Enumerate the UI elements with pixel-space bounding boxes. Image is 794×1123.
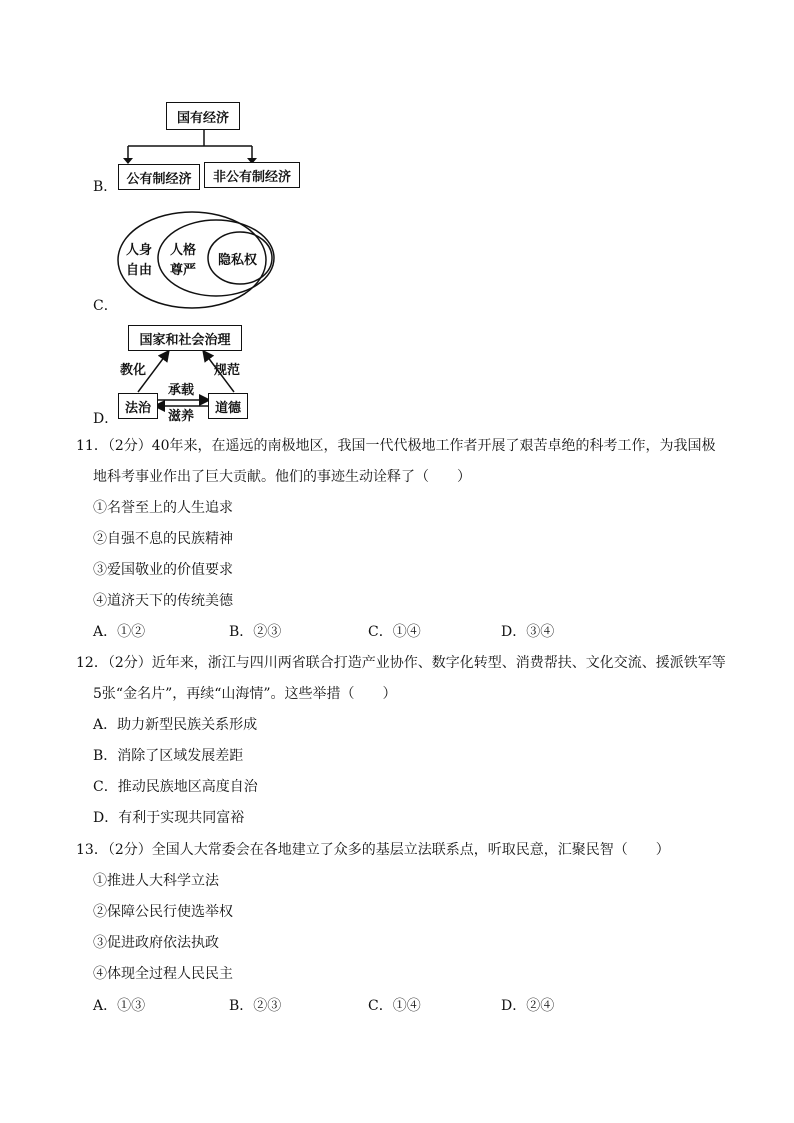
label-personal: 人身 xyxy=(126,243,153,258)
q12-option-c[interactable]: C．推动民族地区高度自治 xyxy=(93,779,258,795)
q11-choice-d[interactable]: D．③④ xyxy=(501,624,555,640)
q13-choice-b[interactable]: B．②③ xyxy=(229,998,282,1014)
q13-item-2: ②保障公民行使选举权 xyxy=(93,904,233,920)
option-c-letter: C． xyxy=(93,298,118,314)
box-non-public-ownership: 非公有制经济 xyxy=(204,162,300,188)
q12-option-d[interactable]: D．有利于实现共同富裕 xyxy=(93,810,245,826)
q13-choice-c[interactable]: C．①④ xyxy=(368,998,421,1014)
q12-option-b[interactable]: B．消除了区域发展差距 xyxy=(93,748,244,764)
q13-item-3: ③促进政府依法执政 xyxy=(93,935,219,951)
q13-item-1: ①推进人大科学立法 xyxy=(93,873,219,889)
q11-choice-a[interactable]: A．①② xyxy=(93,624,146,640)
box-state-economy: 国有经济 xyxy=(166,102,240,130)
q12-stem-line2: 5张“金名片”，再续“山海情”。这些举措（ ） xyxy=(93,686,397,702)
q13-choice-d[interactable]: D．②④ xyxy=(501,998,555,1014)
option-b-letter: B． xyxy=(93,179,118,195)
label-privacy: 隐私权 xyxy=(218,253,258,268)
box-governance: 国家和社会治理 xyxy=(128,325,242,351)
q13-item-4: ④体现全过程人民民主 xyxy=(93,966,233,982)
q13-stem-line1: 13．（2分）全国人大常委会在各地建立了众多的基层立法联系点，听取民意，汇聚民智（ ） xyxy=(76,842,670,858)
q12-stem-line1: 12．（2分）近年来，浙江与四川两省联合打造产业协作、数字化转型、消费帮扶、文化交流、援派铁军等 xyxy=(76,655,726,671)
box-morality: 道德 xyxy=(208,393,248,419)
label-dignity: 尊严 xyxy=(170,263,197,278)
q11-choice-c[interactable]: C．①④ xyxy=(368,624,421,640)
q11-item-4: ④道济天下的传统美德 xyxy=(93,593,233,609)
box-rule-of-law: 法治 xyxy=(118,393,158,419)
q11-item-1: ①名誉至上的人生追求 xyxy=(93,500,233,516)
q11-item-3: ③爱国敬业的价值要求 xyxy=(93,562,233,578)
label-personality: 人格 xyxy=(170,243,197,258)
q11-choice-b[interactable]: B．②③ xyxy=(229,624,282,640)
q11-item-2: ②自强不息的民族精神 xyxy=(93,531,233,547)
q11-stem-line1: 11．（2分）40年来，在遥远的南极地区，我国一代代极地工作者开展了艰苦卓绝的科考工作，为我国极 xyxy=(76,438,716,454)
q13-choice-a[interactable]: A．①③ xyxy=(93,998,146,1014)
label-freedom: 自由 xyxy=(126,263,153,278)
box-public-ownership: 公有制经济 xyxy=(118,164,200,190)
label-regulate: 规范 xyxy=(214,363,241,378)
label-educate: 教化 xyxy=(120,363,147,378)
option-c-ellipses xyxy=(116,210,276,312)
label-nourish: 滋养 xyxy=(168,409,195,422)
option-d-letter: D． xyxy=(93,411,119,427)
q11-stem-line2: 地科考事业作出了巨大贡献。他们的事迹生动诠释了（ ） xyxy=(93,469,471,485)
q12-option-a[interactable]: A．助力新型民族关系形成 xyxy=(93,717,258,733)
label-carry: 承载 xyxy=(168,383,195,398)
